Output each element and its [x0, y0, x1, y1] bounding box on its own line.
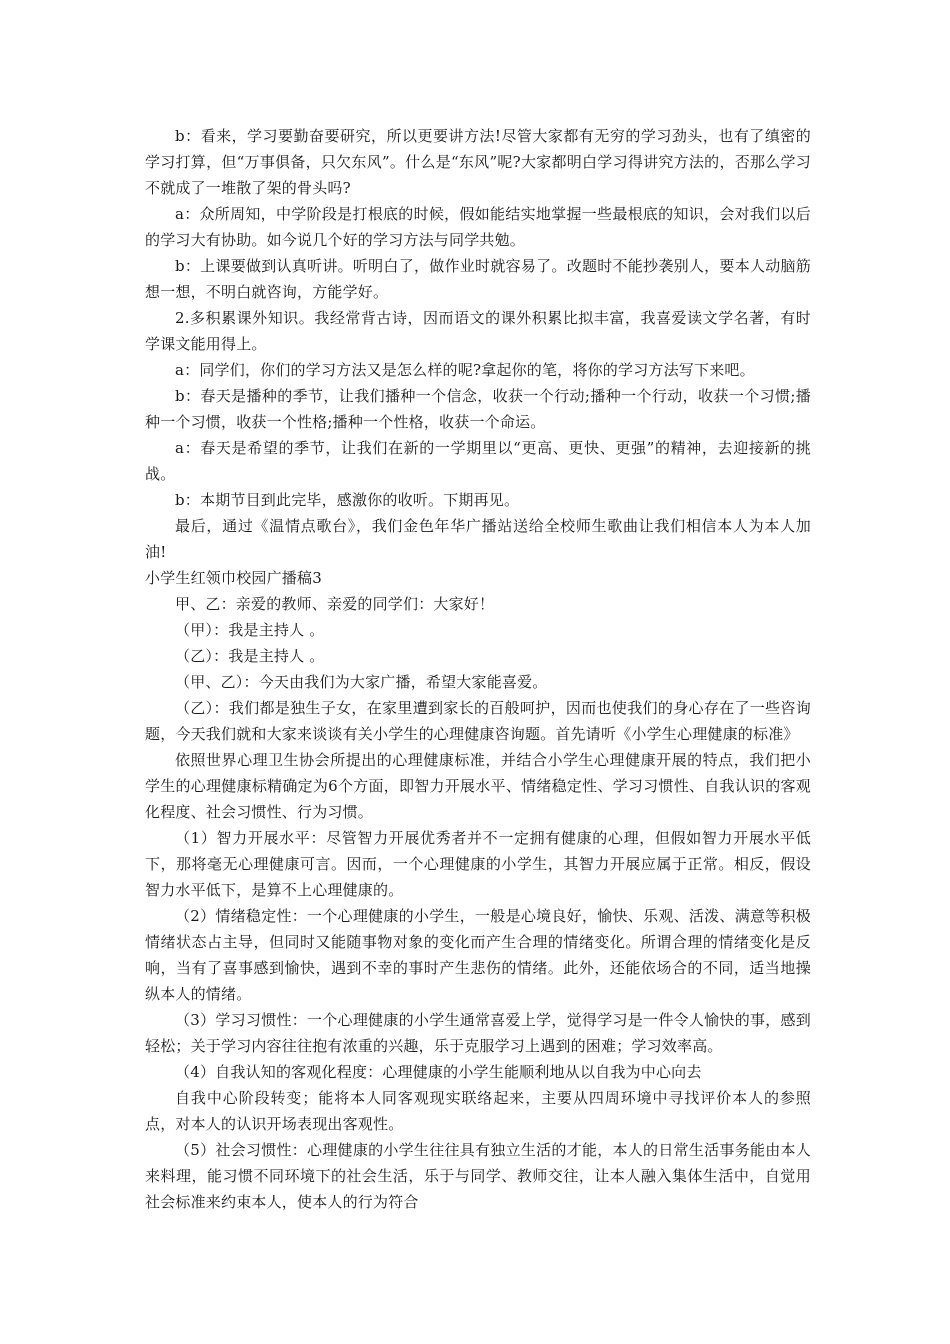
paragraph: （2）情绪稳定性：一个心理健康的小学生，一般是心境良好，愉快、乐观、活泼、满意等积极情绪状态占主导，但同时又能随事物对象的变化而产生合理的情绪变化。所谓合理的情绪变化是反响，当有了喜事感到愉快，遇到不幸的事时产生悲伤的情绪。此外，还能依场合的不同，适当地操纵本人的情绪。: [145, 907, 811, 1003]
paragraph: 2.多积累课外知识。我经常背古诗，因而语文的课外积累比拟丰富，我喜爱读文学名著，有时学课文能用得上。: [145, 309, 811, 353]
section-heading: 小学生红领巾校园广播稿3: [145, 569, 322, 587]
paragraph: b：本期节目到此完毕，感激你的收听。下期再见。: [175, 491, 520, 509]
paragraph: （5）社会习惯性：心理健康的小学生往往具有独立生活的才能，本人的日常生活事务能由本人来料理，能习惯不同环境下的社会生活，乐于与同学、教师交往，让本人融入集体生活中，自觉用社会标准来约束本人，使本人的行为符合: [145, 1141, 811, 1211]
paragraph: a：春天是希望的季节，让我们在新的一学期里以“更高、更快、更强”的精神，去迎接新的挑战。: [145, 439, 811, 483]
paragraph: （1）智力开展水平：尽管智力开展优秀者并不一定拥有健康的心理，但假如智力开展水平低下，那将毫无心理健康可言。因而，一个心理健康的小学生，其智力开展应属于正常。相反，假设智力水平低下，是算不上心理健康的。: [145, 829, 811, 899]
paragraph: 自我中心阶段转变；能将本人同客观现实联络起来，主要从四周环境中寻找评价本人的参照点，对本人的认识开场表现出客观性。: [145, 1089, 811, 1133]
paragraph: a：众所周知，中学阶段是打根底的时候，假如能结实地掌握一些最根底的知识，会对我们以后的学习大有协助。如今说几个好的学习方法与同学共勉。: [145, 205, 811, 249]
paragraph: b：看来，学习要勤奋要研究，所以更要讲方法!尽管大家都有无穷的学习劲头，也有了缜密的学习打算，但“万事俱备，只欠东风”。什么是“东风”呢?大家都明白学习得讲究方法的，否那么学习不就成了一堆散了架的骨头吗?: [145, 127, 811, 197]
paragraph: （甲）：我是主持人 。: [175, 621, 325, 639]
paragraph: 甲、乙：亲爱的教师、亲爱的同学们：大家好！: [175, 595, 495, 613]
paragraph: （甲、乙）：今天由我们为大家广播，希望大家能喜爱。: [175, 673, 548, 691]
paragraph: b：上课要做到认真听讲。听明白了，做作业时就容易了。改题时不能抄袭别人，要本人动脑筋想一想，不明白就咨询，方能学好。: [145, 257, 811, 301]
paragraph: （3）学习习惯性：一个心理健康的小学生通常喜爱上学，觉得学习是一件令人愉快的事，感到轻松；关于学习内容往往抱有浓重的兴趣，乐于克服学习上遇到的困难；学习效率高。: [145, 1011, 811, 1055]
paragraph: （4）自我认知的客观化程度：心理健康的小学生能顺利地从以自我为中心向去: [175, 1063, 702, 1081]
paragraph: a：同学们，你们的学习方法又是怎么样的呢?拿起你的笔，将你的学习方法写下来吧。: [175, 361, 755, 379]
paragraph: （乙）：我是主持人 。: [175, 647, 325, 665]
document-body: [145, 123, 811, 1215]
paragraph: 最后，通过《温情点歌台》，我们金色年华广播站送给全校师生歌曲让我们相信本人为本人加油!: [145, 517, 811, 561]
paragraph: （乙）：我们都是独生子女，在家里遭到家长的百般呵护，因而也使我们的身心存在了一些咨询题，今天我们就和大家来谈谈有关小学生的心理健康咨询题。首先请听《小学生心理健康的标准》: [145, 699, 811, 743]
paragraph: b：春天是播种的季节，让我们播种一个信念，收获一个行动;播种一个行动，收获一个习惯;播种一个习惯，收获一个性格;播种一个性格，收获一个命运。: [145, 387, 811, 431]
paragraph: 依照世界心理卫生协会所提出的心理健康标准，并结合小学生心理健康开展的特点，我们把小学生的心理健康标精确定为6个方面，即智力开展水平、情绪稳定性、学习习惯性、自我认识的客观化程度、社会习惯性、行为习惯。: [145, 751, 811, 821]
